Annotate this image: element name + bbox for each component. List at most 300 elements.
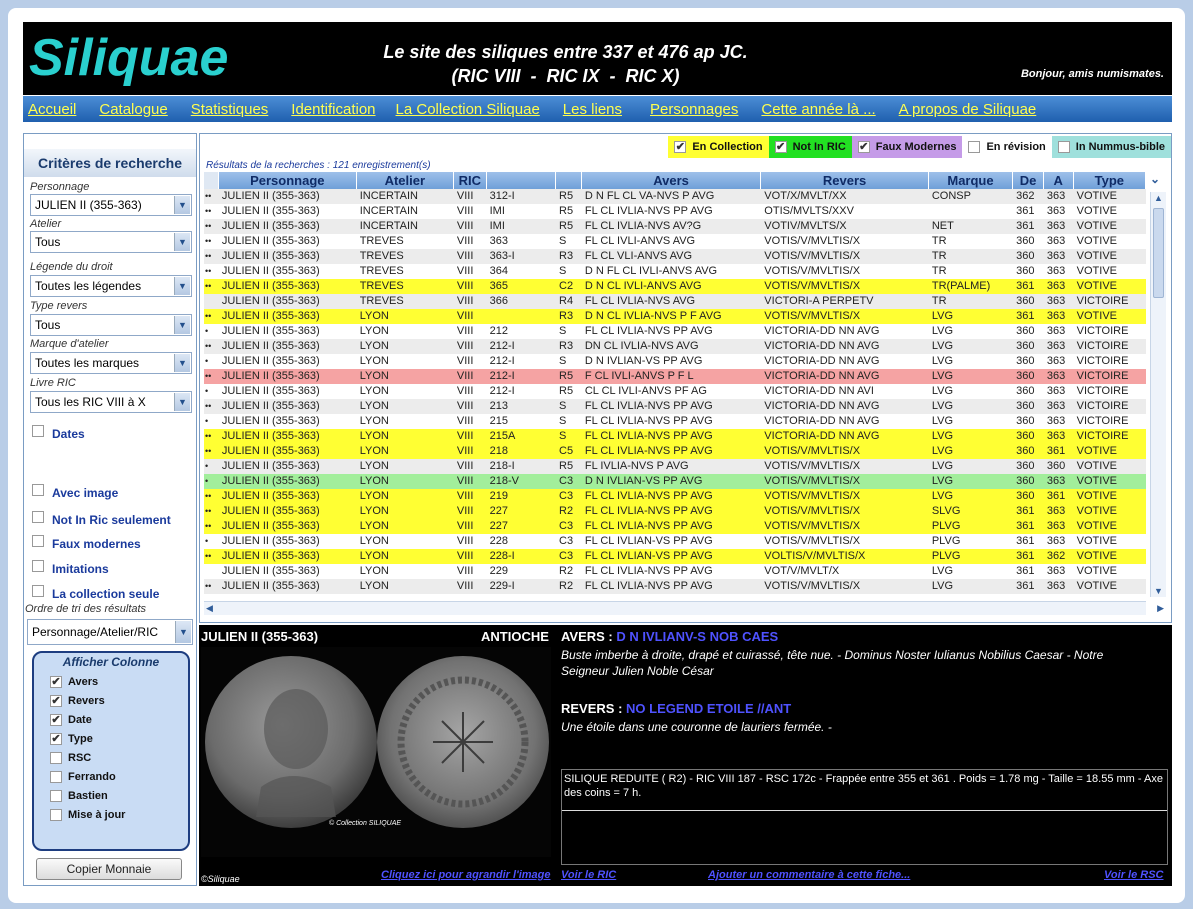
- livre-ric-select[interactable]: [30, 391, 192, 413]
- table-cell: IMI: [489, 205, 505, 217]
- table-cell: PLVG: [931, 520, 961, 532]
- avers-description: Buste imberbe à droite, drapé et cuirassé, tête nue. - Dominus Noster Iulianus Nobilius Caesar - Notre Seigneur Julien Noble César: [561, 648, 1104, 678]
- table-cell: FL CL IVLIA-NVS PP AVG: [584, 580, 713, 592]
- voir-rsc-link[interactable]: Voir le RSC: [1104, 869, 1164, 881]
- table-row[interactable]: [204, 564, 1146, 579]
- table-row[interactable]: [204, 234, 1146, 249]
- table-cell: S: [559, 325, 567, 337]
- scroll-down-icon[interactable]: ▼: [1154, 586, 1163, 596]
- table-cell: VOTIS/V/MVLTIS/X: [764, 460, 861, 472]
- table-cell: JULIEN II (355-363): [221, 220, 320, 232]
- col-date-label: Date: [68, 714, 92, 726]
- col-type-checkbox[interactable]: ✔: [51, 733, 61, 745]
- scroll-up-icon[interactable]: ▲: [1154, 193, 1163, 203]
- detail-avers-heading: [561, 629, 778, 644]
- table-cell: F CL IVLI-ANVS P F L: [584, 370, 694, 382]
- table-cell: 363: [1046, 415, 1066, 427]
- table-cell: 360: [1016, 415, 1035, 427]
- nav-annee[interactable]: Cette année là ...: [761, 100, 876, 118]
- table-cell: ••: [205, 266, 212, 276]
- column-header[interactable]: [487, 172, 555, 189]
- nav-personnages[interactable]: Personnages: [650, 100, 739, 118]
- table-cell: LVG: [931, 400, 954, 412]
- voir-ric-link[interactable]: Voir le RIC: [561, 869, 617, 881]
- table-row[interactable]: [204, 279, 1146, 294]
- table-cell: TR: [931, 250, 947, 262]
- main-nav: [23, 96, 1172, 122]
- table-cell: TREVES: [359, 250, 404, 262]
- table-cell: VOTIVE: [1076, 280, 1117, 292]
- table-row[interactable]: [204, 549, 1146, 564]
- scroll-right-icon[interactable]: ▶: [1157, 603, 1164, 613]
- table-row[interactable]: [204, 369, 1146, 384]
- table-cell: 363: [1046, 370, 1066, 382]
- table-cell: JULIEN II (355-363): [221, 295, 320, 307]
- table-cell: 360: [1016, 445, 1035, 457]
- horizontal-scrollbar[interactable]: [204, 601, 1164, 615]
- col-date-row[interactable]: [50, 714, 188, 726]
- table-cell: ••: [205, 446, 212, 456]
- enlarge-image-link[interactable]: Cliquez ici pour agrandir l'image: [381, 869, 551, 881]
- table-cell: 363: [1046, 505, 1066, 517]
- table-cell: VOTIS/V/MVLTIS/X: [764, 580, 861, 592]
- table-cell: 312-I: [489, 190, 515, 202]
- table-row[interactable]: [204, 309, 1146, 324]
- nav-apropos[interactable]: A propos de Siliquae: [898, 100, 1037, 118]
- column-header[interactable]: Type: [1074, 172, 1145, 189]
- nav-liens[interactable]: Les liens: [562, 100, 622, 118]
- col-avers-row[interactable]: [50, 676, 188, 688]
- legend-item[interactable]: [668, 136, 768, 158]
- table-row[interactable]: [204, 294, 1146, 309]
- table-cell: 361: [1016, 535, 1035, 547]
- coin-info-text: SILIQUE REDUITE ( R2) - RIC VIII 187 - RSC 172c - Frappée entre 355 et 361 . Poids = 1.78 mg - Taille = 18.55 mm - Axe des coins = 7 h.: [564, 773, 1163, 799]
- legend-checkbox[interactable]: ✔: [859, 141, 869, 153]
- col-mise-a-jour-row[interactable]: [50, 809, 188, 821]
- table-cell: 361: [1016, 520, 1035, 532]
- table-cell: FL IVLIA-NVS P AVG: [584, 460, 689, 472]
- table-cell: VIII: [456, 280, 474, 292]
- collection-seule-checkbox[interactable]: [32, 585, 44, 597]
- table-cell: [204, 294, 218, 309]
- col-bastien-checkbox[interactable]: [50, 790, 62, 802]
- column-header[interactable]: Avers: [582, 172, 760, 189]
- table-cell: R5: [559, 190, 574, 202]
- coin-detail-panel: [199, 625, 1172, 886]
- table-row[interactable]: [204, 399, 1146, 414]
- table-cell: FL CL IVLI-ANVS AVG: [584, 235, 696, 247]
- col-ferrando-row[interactable]: [50, 771, 188, 783]
- nav-identification[interactable]: Identification: [291, 100, 376, 118]
- detail-revers-heading: [561, 701, 791, 716]
- table-cell: FL CL IVLIA-NVS PP AVG: [584, 565, 713, 577]
- table-cell: 363: [1046, 520, 1066, 532]
- table-cell: FL CL IVLIA-NVS PP AVG: [584, 505, 713, 517]
- table-row[interactable]: [204, 219, 1146, 234]
- table-cell: JULIEN II (355-363): [221, 355, 320, 367]
- table-cell: FL CL IVLIAN-VS PP AVG: [584, 535, 713, 547]
- col-rsc-checkbox[interactable]: [50, 752, 62, 764]
- table-cell: LYON: [359, 385, 389, 397]
- type-revers-select[interactable]: [30, 314, 192, 336]
- table-cell: VOTIVE: [1076, 250, 1117, 262]
- table-cell: VIII: [456, 310, 474, 322]
- option-not-in-ric[interactable]: [32, 507, 171, 527]
- table-row[interactable]: [204, 474, 1146, 489]
- table-cell: 363: [1046, 430, 1066, 442]
- table-cell: R5: [559, 205, 574, 217]
- table-cell: FL CL IVLIA-NVS PP AVG: [584, 205, 713, 217]
- personnage-select-value: JULIEN II (355-363): [35, 198, 142, 212]
- table-row[interactable]: [204, 504, 1146, 519]
- table-cell: LYON: [359, 535, 389, 547]
- table-cell: JULIEN II (355-363): [221, 280, 320, 292]
- table-cell: IMI: [489, 220, 505, 232]
- table-cell: VOTIVE: [1076, 490, 1117, 502]
- legend-item[interactable]: [852, 136, 963, 158]
- table-cell: VOLTIS/V/MVLTIS/X: [764, 550, 866, 562]
- table-cell: 363: [1046, 265, 1066, 277]
- table-cell: ••: [205, 236, 212, 246]
- table-row[interactable]: [204, 204, 1146, 219]
- tagline-line-1: Le site des siliques entre 337 et 476 ap JC.: [383, 42, 748, 62]
- legend-item[interactable]: [962, 136, 1051, 158]
- col-avers-label: Avers: [68, 676, 99, 688]
- personnage-select[interactable]: [30, 194, 192, 216]
- table-cell: VOT/X/MVLT/XX: [764, 190, 847, 202]
- table-cell: VIII: [456, 535, 474, 547]
- table-cell: 362: [1046, 550, 1066, 562]
- option-imitations[interactable]: [32, 556, 109, 576]
- table-row[interactable]: [204, 354, 1146, 369]
- table-cell: 228-I: [489, 550, 515, 562]
- table-cell: LYON: [359, 430, 389, 442]
- table-cell: D N FL CL IVLI-ANVS AVG: [584, 265, 718, 277]
- table-cell: 213: [489, 400, 508, 412]
- table-cell: D N CL IVLIA-NVS P F AVG: [584, 310, 722, 322]
- option-collection-seule[interactable]: [32, 581, 159, 601]
- table-cell: 360: [1016, 250, 1035, 262]
- table-cell: VIII: [456, 340, 474, 352]
- table-cell: VICTOIRE: [1076, 325, 1129, 337]
- table-cell: 360: [1016, 490, 1035, 502]
- livre-ric-label: Livre RIC: [30, 377, 76, 389]
- nav-collection[interactable]: La Collection Siliquae: [395, 100, 540, 118]
- table-cell: 360: [1016, 325, 1035, 337]
- table-cell: 363: [1046, 535, 1066, 547]
- col-ferrando-checkbox[interactable]: [50, 771, 62, 783]
- table-cell: 215: [489, 415, 508, 427]
- chevron-down-icon[interactable]: ▼: [174, 196, 190, 214]
- table-cell: VIII: [456, 250, 474, 262]
- table-cell: VOTIS/V/MVLTIS/X: [764, 535, 861, 547]
- site-logo[interactable]: Siliquae: [29, 29, 229, 87]
- table-cell: VIII: [456, 580, 474, 592]
- table-cell: 363: [1046, 250, 1066, 262]
- option-faux-modernes[interactable]: [32, 531, 141, 551]
- legende-select[interactable]: [30, 275, 192, 297]
- table-cell: 363: [1046, 280, 1066, 292]
- table-cell: LYON: [359, 340, 389, 352]
- table-row[interactable]: [204, 519, 1146, 534]
- col-bastien-row[interactable]: [50, 790, 188, 802]
- table-cell: JULIEN II (355-363): [221, 520, 320, 532]
- table-cell: 360: [1016, 370, 1035, 382]
- table-cell: TR: [931, 295, 947, 307]
- legend-checkbox[interactable]: ✔: [675, 141, 685, 153]
- table-cell: VICTORIA-DD NN AVG: [764, 370, 880, 382]
- column-header[interactable]: Atelier: [357, 172, 453, 189]
- table-row[interactable]: [204, 429, 1146, 444]
- table-cell: LYON: [359, 310, 389, 322]
- table-cell: 364: [489, 265, 508, 277]
- table-cell: FL CL IVLIAN-VS PP AVG: [584, 550, 713, 562]
- legend-checkbox[interactable]: [968, 141, 980, 153]
- table-cell: VOTIVE: [1076, 580, 1117, 592]
- imitations-checkbox[interactable]: [32, 560, 44, 572]
- col-ferrando-label: Ferrando: [68, 771, 116, 783]
- table-cell: VIII: [456, 415, 474, 427]
- table-cell: ••: [205, 251, 212, 261]
- table-row[interactable]: [204, 339, 1146, 354]
- col-rsc-row[interactable]: [50, 752, 188, 764]
- dates-label: Dates: [52, 427, 85, 441]
- table-cell: JULIEN II (355-363): [221, 250, 320, 262]
- table-cell: JULIEN II (355-363): [221, 535, 320, 547]
- table-cell: R4: [559, 295, 574, 307]
- marque-select-value: Toutes les marques: [35, 356, 140, 370]
- table-cell: R5: [559, 370, 574, 382]
- afficher-colonne-title: Afficher Colonne: [62, 655, 160, 669]
- table-cell: VOTIVE: [1076, 535, 1117, 547]
- table-cell: LVG: [931, 445, 954, 457]
- coin-info-box: [561, 769, 1168, 865]
- coin-image[interactable]: [201, 647, 551, 857]
- table-cell: JULIEN II (355-363): [221, 205, 320, 217]
- table-cell: VIII: [456, 190, 474, 202]
- not-in-ric-label: Not In Ric seulement: [52, 513, 171, 527]
- table-cell: 361: [1046, 445, 1066, 457]
- column-header[interactable]: Personnage: [219, 172, 356, 189]
- revers-label: REVERS :: [561, 701, 623, 716]
- column-header[interactable]: [204, 172, 218, 189]
- table-cell: VICTORIA-DD NN AVG: [764, 325, 880, 337]
- not-in-ric-checkbox[interactable]: [32, 511, 44, 523]
- table-row[interactable]: [204, 579, 1146, 594]
- table-cell: VOTIVE: [1076, 565, 1117, 577]
- table-cell: FL CL IVLIA-NVS PP AVG: [584, 445, 713, 457]
- atelier-select[interactable]: [30, 231, 192, 253]
- scrollbar-thumb[interactable]: [1153, 208, 1164, 298]
- table-row[interactable]: [204, 264, 1146, 279]
- table-row[interactable]: [204, 249, 1146, 264]
- vertical-scrollbar[interactable]: [1150, 192, 1166, 597]
- table-row[interactable]: [204, 324, 1146, 339]
- column-header[interactable]: De: [1013, 172, 1043, 189]
- site-header: [23, 22, 1172, 95]
- legend-checkbox[interactable]: [1058, 141, 1070, 153]
- type-revers-select-value: Tous: [35, 318, 61, 332]
- legend-checkbox[interactable]: ✔: [776, 141, 786, 153]
- table-cell: JULIEN II (355-363): [221, 415, 320, 427]
- table-cell: 363: [489, 235, 508, 247]
- table-cell: VIII: [456, 295, 474, 307]
- table-cell: SLVG: [931, 505, 961, 517]
- table-cell: 363: [1046, 205, 1066, 217]
- table-cell: 365: [489, 280, 508, 292]
- dates-checkbox-row[interactable]: [32, 421, 85, 441]
- col-date-checkbox[interactable]: ✔: [51, 714, 61, 726]
- column-header[interactable]: RIC: [454, 172, 486, 189]
- table-row[interactable]: [204, 489, 1146, 504]
- table-cell: VICTOIRE: [1076, 385, 1129, 397]
- table-cell: VIII: [456, 505, 474, 517]
- table-cell: VOTIVE: [1076, 445, 1117, 457]
- table-cell: PLVG: [931, 550, 961, 562]
- avec-image-checkbox[interactable]: [32, 484, 44, 496]
- table-cell: 219: [489, 490, 508, 502]
- table-cell: 361: [1016, 565, 1035, 577]
- table-cell: TREVES: [359, 265, 404, 277]
- col-mise-a-jour-label: Mise à jour: [68, 809, 126, 821]
- table-cell: R3: [559, 340, 574, 352]
- table-cell: LYON: [359, 325, 389, 337]
- table-cell: 212: [489, 325, 508, 337]
- table-cell: 361: [1016, 505, 1035, 517]
- scroll-left-icon[interactable]: ◀: [206, 603, 213, 613]
- tagline-line-2: (RIC VIII - RIC IX - RIC X): [451, 66, 680, 86]
- table-cell: VICTORI-A PERPETV: [764, 295, 874, 307]
- table-cell: FL CL IVLIA-NVS PP AVG: [584, 415, 713, 427]
- col-revers-row[interactable]: [50, 695, 188, 707]
- table-cell: R2: [559, 580, 574, 592]
- legend-label: In Nummus-bible: [1075, 141, 1165, 153]
- table-cell: 227: [489, 520, 508, 532]
- nav-accueil[interactable]: Accueil: [28, 100, 77, 118]
- table-cell: LYON: [359, 520, 389, 532]
- table-cell: C2: [559, 280, 574, 292]
- table-cell: VIII: [456, 265, 474, 277]
- table-body: [204, 189, 1146, 594]
- table-cell: S: [559, 265, 567, 277]
- table-cell: R2: [559, 505, 574, 517]
- chevron-down-icon[interactable]: ▼: [174, 393, 190, 411]
- chevron-down-icon[interactable]: ▼: [174, 277, 190, 295]
- table-cell: LVG: [931, 415, 954, 427]
- table-cell: ••: [205, 491, 212, 501]
- column-header[interactable]: Revers: [761, 172, 928, 189]
- copier-monnaie-button[interactable]: Copier Monnaie: [36, 858, 182, 880]
- chevron-down-icon[interactable]: ▼: [174, 316, 190, 334]
- chevron-down-icon[interactable]: ▼: [175, 621, 191, 643]
- nav-statistiques[interactable]: Statistiques: [190, 100, 269, 118]
- table-cell: C5: [559, 445, 574, 457]
- table-cell: FL CL IVLIA-NVS PP AVG: [584, 520, 713, 532]
- table-row[interactable]: [204, 189, 1146, 204]
- chevron-down-icon[interactable]: ⌄: [1150, 172, 1161, 186]
- col-mise-a-jour-checkbox[interactable]: [50, 809, 62, 821]
- table-row[interactable]: [204, 444, 1146, 459]
- col-revers-checkbox[interactable]: ✔: [51, 695, 61, 707]
- tri-label: Ordre de tri des résultats: [25, 603, 147, 615]
- legend-item[interactable]: [1052, 136, 1171, 158]
- column-header[interactable]: [556, 172, 581, 189]
- chevron-down-icon[interactable]: ▼: [174, 354, 190, 372]
- table-cell: ••: [205, 191, 212, 201]
- table-cell: FL CL IVLIA-NVS AV?G: [584, 220, 702, 232]
- table-cell: FL CL IVLIA-NVS PP AVG: [584, 430, 713, 442]
- table-cell: VICTOIRE: [1076, 430, 1129, 442]
- table-row[interactable]: [204, 384, 1146, 399]
- col-type-row[interactable]: [50, 733, 188, 745]
- faux-modernes-checkbox[interactable]: [32, 535, 44, 547]
- table-cell: 215A: [489, 430, 516, 442]
- table-cell: 360: [1016, 475, 1035, 487]
- table-cell: JULIEN II (355-363): [221, 310, 320, 322]
- table-cell: VOTIVE: [1076, 220, 1117, 232]
- table-cell: JULIEN II (355-363): [221, 505, 320, 517]
- legend-label: Faux Modernes: [875, 141, 957, 153]
- add-comment-link[interactable]: Ajouter un commentaire à cette fiche...: [708, 869, 911, 881]
- table-cell: •: [205, 386, 209, 396]
- table-cell: 229: [489, 565, 508, 577]
- legend-item[interactable]: [769, 136, 852, 158]
- option-avec-image[interactable]: [32, 480, 118, 500]
- copyright-text: ©Siliquae: [201, 874, 240, 884]
- table-cell: 362: [1016, 190, 1035, 202]
- table-cell: VIII: [456, 520, 474, 532]
- results-count: Résultats de la recherches : 121 enregistrement(s): [206, 160, 431, 171]
- marque-select[interactable]: [30, 352, 192, 374]
- site-tagline: [363, 40, 768, 88]
- column-header[interactable]: Marque: [929, 172, 1012, 189]
- table-cell: 361: [1016, 580, 1035, 592]
- table-cell: VIII: [456, 490, 474, 502]
- table-cell: ••: [205, 581, 212, 591]
- table-cell: R3: [559, 310, 574, 322]
- table-cell: •: [205, 461, 209, 471]
- table-cell: C3: [559, 535, 574, 547]
- col-avers-checkbox[interactable]: ✔: [51, 676, 61, 688]
- table-cell: 363: [1046, 190, 1066, 202]
- table-cell: S: [559, 355, 567, 367]
- table-cell: INCERTAIN: [359, 220, 418, 232]
- table-cell: LVG: [931, 490, 954, 502]
- table-cell: JULIEN II (355-363): [221, 580, 320, 592]
- table-cell: 363: [1046, 565, 1066, 577]
- table-cell: VOTIS/V/MVLTIS/X: [764, 235, 861, 247]
- table-cell: VICTORIA-DD NN AVG: [764, 430, 880, 442]
- tri-select[interactable]: [27, 619, 193, 645]
- nav-catalogue[interactable]: Catalogue: [99, 100, 168, 118]
- table-cell: VICTOIRE: [1076, 400, 1129, 412]
- table-cell: LYON: [359, 565, 389, 577]
- table-cell: 363: [1046, 355, 1066, 367]
- column-header[interactable]: A: [1044, 172, 1073, 189]
- table-cell: 363: [1046, 385, 1066, 397]
- table-cell: 360: [1016, 460, 1035, 472]
- table-cell: R5: [559, 220, 574, 232]
- chevron-down-icon[interactable]: ▼: [174, 233, 190, 251]
- table-cell: C3: [559, 520, 574, 532]
- table-row[interactable]: [204, 459, 1146, 474]
- table-cell: C3: [559, 475, 574, 487]
- dates-checkbox[interactable]: [32, 425, 44, 437]
- table-cell: ••: [205, 371, 212, 381]
- table-row[interactable]: [204, 414, 1146, 429]
- table-row[interactable]: [204, 534, 1146, 549]
- table-cell: LVG: [931, 385, 954, 397]
